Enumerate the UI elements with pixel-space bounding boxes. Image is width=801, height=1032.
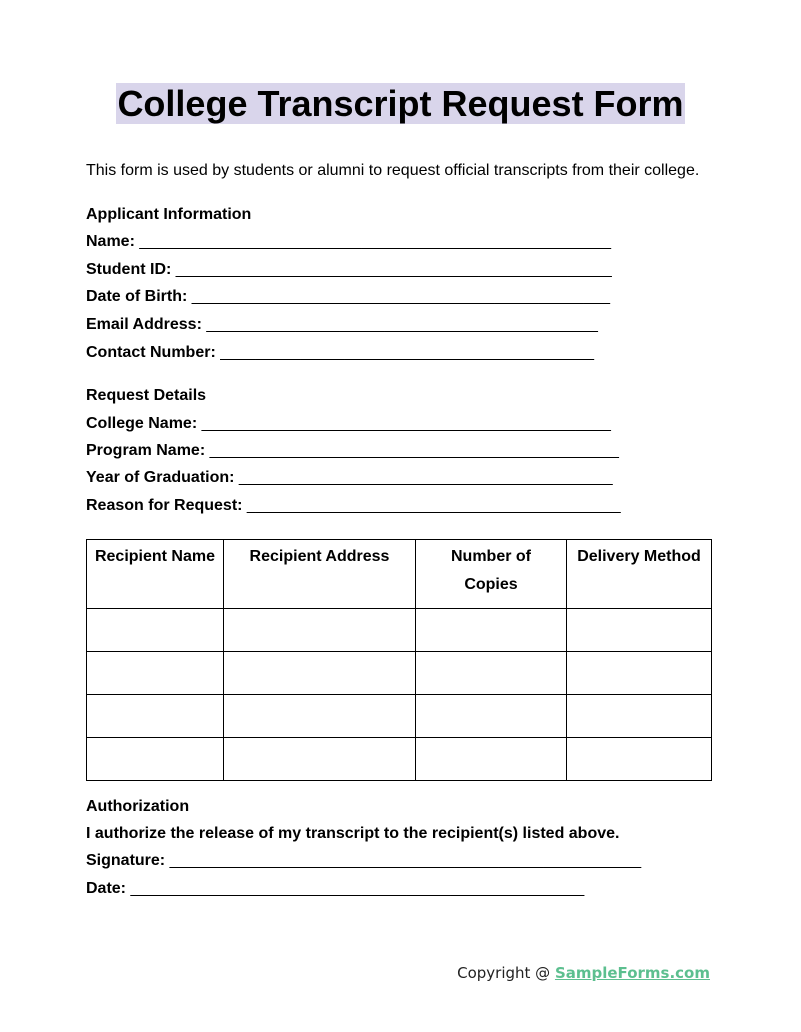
- table-cell[interactable]: [87, 609, 224, 652]
- header-delivery-method: Delivery Method: [567, 540, 712, 609]
- authorization-heading: Authorization: [86, 798, 190, 815]
- table-cell[interactable]: [87, 652, 224, 695]
- table-cell[interactable]: [416, 738, 567, 781]
- table-cell[interactable]: [567, 738, 712, 781]
- date-of-birth-field[interactable]: [86, 287, 610, 306]
- college-name-label: College Name:: [86, 415, 198, 432]
- table-cell[interactable]: [416, 652, 567, 695]
- authorization-statement: I authorize the release of my transcript to the recipient(s) listed above.: [86, 825, 620, 842]
- table-cell[interactable]: [567, 652, 712, 695]
- student-id-label: Student ID:: [86, 261, 172, 278]
- year-of-graduation-blank[interactable]: __________________________________________: [238, 469, 613, 486]
- program-name-field[interactable]: [86, 441, 619, 460]
- contact-number-label: Contact Number:: [86, 344, 216, 361]
- table-row: [87, 695, 712, 738]
- page-title: College Transcript Request Form: [117, 83, 684, 124]
- signature-blank[interactable]: _____________________________________________________: [169, 852, 642, 869]
- contact-number-field[interactable]: [86, 343, 594, 362]
- program-name-label: Program Name:: [86, 442, 206, 459]
- email-address-blank[interactable]: ____________________________________________: [206, 316, 598, 333]
- college-name-blank[interactable]: ______________________________________________: [201, 415, 611, 432]
- recipients-table: [86, 539, 712, 781]
- name-label: Name:: [86, 233, 135, 250]
- brand-link[interactable]: SampleForms.com: [554, 964, 710, 982]
- table-cell[interactable]: [567, 609, 712, 652]
- copyright-prefix: Copyright @: [457, 964, 555, 982]
- reason-for-request-field[interactable]: [86, 496, 621, 515]
- applicant-heading: Applicant Information: [86, 206, 252, 223]
- name-blank[interactable]: _____________________________________________________: [139, 233, 611, 250]
- year-of-graduation-field[interactable]: [86, 468, 613, 487]
- table-row: [87, 652, 712, 695]
- table-cell[interactable]: [567, 695, 712, 738]
- table-cell[interactable]: [224, 695, 416, 738]
- signature-label: Signature:: [86, 852, 166, 869]
- name-field[interactable]: [86, 232, 611, 251]
- college-name-field[interactable]: [86, 414, 611, 433]
- header-recipient-address: Recipient Address: [224, 540, 416, 609]
- student-id-field[interactable]: [86, 260, 612, 279]
- copyright-footer: [457, 964, 710, 983]
- request-heading: Request Details: [86, 387, 207, 404]
- table-cell[interactable]: [87, 738, 224, 781]
- header-number-of-copies: Number of Copies: [416, 540, 567, 609]
- table-cell[interactable]: [416, 609, 567, 652]
- signature-field[interactable]: [86, 851, 641, 870]
- reason-for-request-blank[interactable]: __________________________________________: [246, 497, 621, 514]
- title-wrap: [0, 83, 801, 124]
- program-name-blank[interactable]: ______________________________________________: [209, 442, 619, 459]
- email-address-field[interactable]: [86, 315, 598, 334]
- student-id-blank[interactable]: _________________________________________________: [175, 261, 612, 278]
- table-cell[interactable]: [224, 738, 416, 781]
- year-of-graduation-label: Year of Graduation:: [86, 469, 235, 486]
- header-recipient-name: Recipient Name: [87, 540, 224, 609]
- table-cell[interactable]: [224, 609, 416, 652]
- table-row: [87, 609, 712, 652]
- intro-text: This form is used by students or alumni to request official transcripts from their college.: [86, 162, 700, 179]
- reason-for-request-label: Reason for Request:: [86, 497, 243, 514]
- table-row: [87, 738, 712, 781]
- date-field[interactable]: [86, 879, 584, 898]
- table-cell[interactable]: [416, 695, 567, 738]
- table-cell[interactable]: [224, 652, 416, 695]
- contact-number-blank[interactable]: __________________________________________: [220, 344, 594, 361]
- date-of-birth-label: Date of Birth:: [86, 288, 188, 305]
- email-address-label: Email Address:: [86, 316, 202, 333]
- date-label: Date:: [86, 880, 127, 897]
- table-cell[interactable]: [87, 695, 224, 738]
- date-blank[interactable]: ___________________________________________________: [130, 880, 585, 897]
- date-of-birth-blank[interactable]: _______________________________________________: [191, 288, 611, 305]
- table-header-row: [87, 540, 712, 609]
